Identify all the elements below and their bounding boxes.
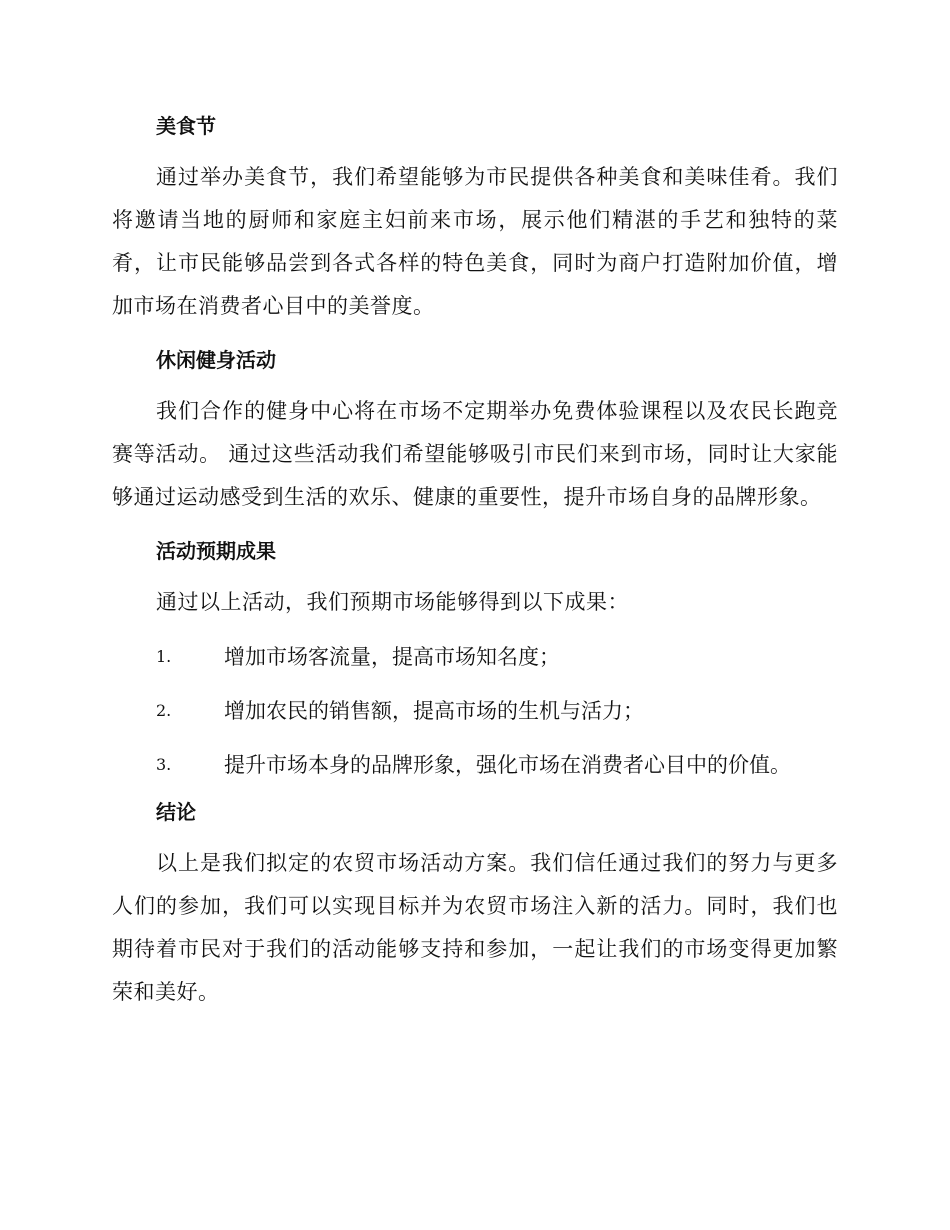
list-item-number: 3. (156, 755, 172, 774)
list-item-number: 2. (156, 701, 172, 720)
paragraph-outcomes-intro: 通过以上活动，我们预期市场能够得到以下成果： (156, 590, 629, 614)
section-heading-fitness: 休闲健身活动 (156, 348, 276, 372)
paragraph-conclusion: 以上是我们拟定的农贸市场活动方案。我们信任通过我们的努力与更多人们的参加，我们可以实现目标并为农贸市场注入新的活力。同时，我们也期待着市民对于我们的活动能够支持和参加，一起让我们的市场变得更加繁荣和美好。 (112, 851, 838, 1004)
list-item (112, 630, 838, 684)
paragraph-food-festival: 通过举办美食节，我们希望能够为市民提供各种美食和美味佳肴。我们将邀请当地的厨师和家庭主妇前来市场，展示他们精湛的手艺和独特的菜肴，让市民能够品尝到各式各样的特色美食，同时为商户打造附加价值，增加市场在消费者心目中的美誉度。 (112, 165, 838, 318)
list-item (112, 684, 838, 738)
document-page (112, 108, 838, 1014)
list-item-text: 增加市场客流量，提高市场知名度； (224, 645, 560, 669)
list-item-text: 增加农民的销售额，提高市场的生机与活力； (224, 699, 644, 723)
section-heading-outcomes: 活动预期成果 (156, 539, 276, 563)
list-item (112, 738, 838, 792)
list-item-number: 1. (156, 647, 172, 666)
list-item-text: 提升市场本身的品牌形象，强化市场在消费者心目中的价值。 (224, 753, 791, 777)
section-heading-conclusion: 结论 (156, 800, 196, 824)
paragraph-fitness: 我们合作的健身中心将在市场不定期举办免费体验课程以及农民长跑竞赛等活动。 通过这些活动我们希望能够吸引市民们来到市场，同时让大家能够通过运动感受到生活的欢乐、健康的重要性，提升市场自身的品牌形象。 (112, 399, 838, 509)
outcomes-list (112, 630, 838, 792)
section-heading-food-festival: 美食节 (156, 114, 216, 138)
